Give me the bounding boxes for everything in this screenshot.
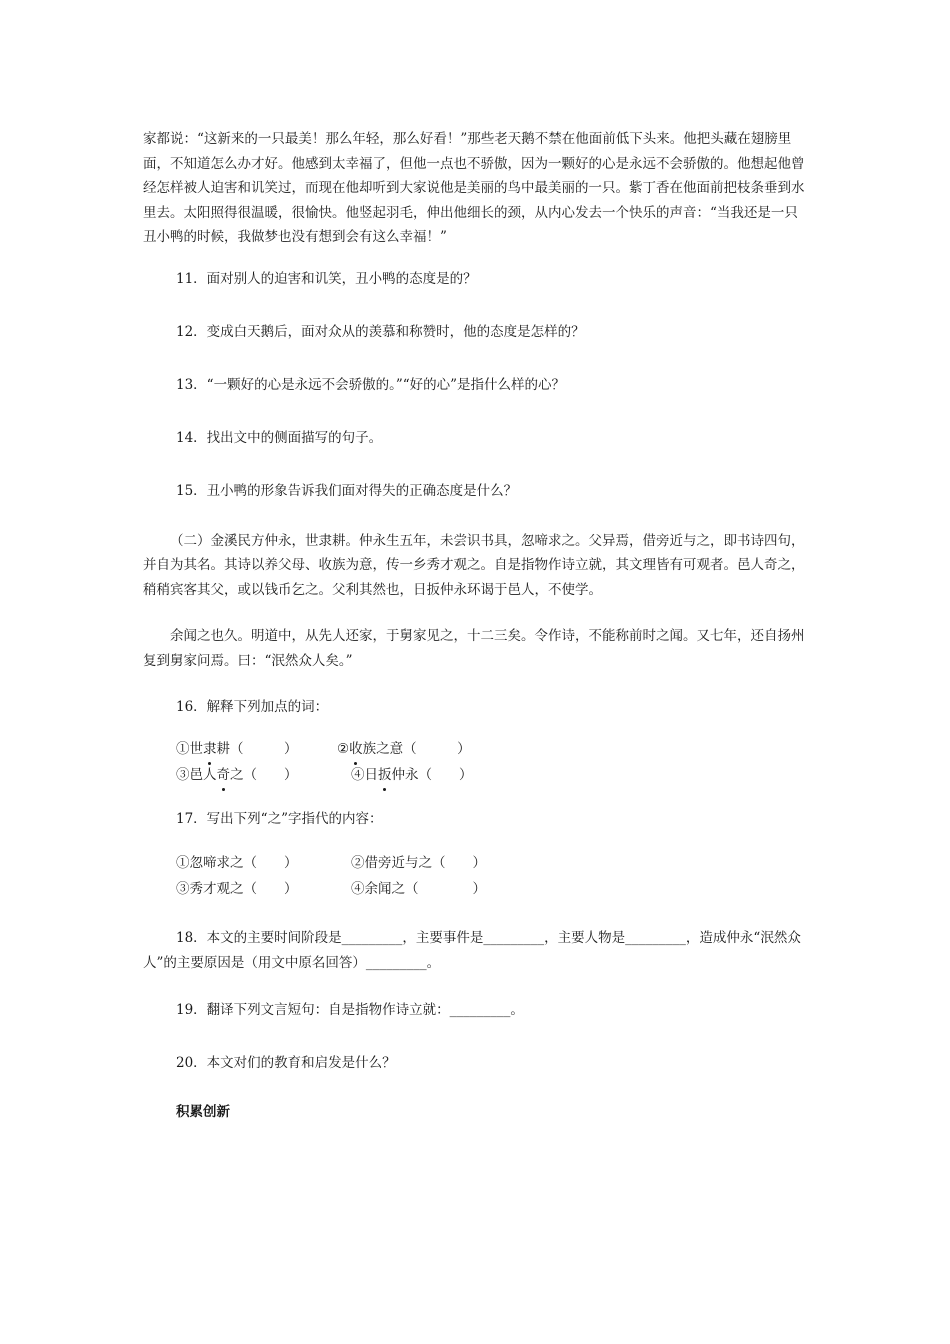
question-16-row-1 [143, 736, 808, 762]
question-17-item-1: ①忽啼求之（ ） [176, 855, 298, 871]
question-17-item-4: ④余闻之（ ） [351, 881, 486, 897]
passage-ugly-duckling: 家都说：“这新来的一只最美！那么年轻，那么好看！”那些老天鹅不禁在他面前低下头来。他把头藏在翅膀里面，不知道怎么办才好。他感到太幸福了，但他一点也不骄傲，因为一颗好的心是永远不会骄傲的。他想起他曾经怎样被人迫害和讥笑过，而现在他却听到大家说他是美丽的鸟中最美丽的一只。紫丁香在他面前把枝条垂到水里去。太阳照得很温暖，很愉快。他竖起羽毛，伸出他细长的颈，从内心发去一个快乐的声音：“当我还是一只丑小鸭的时候，我做梦也没有想到会有这么幸福！” [143, 131, 805, 245]
question-16-title: 16．解释下列加点的词： [176, 699, 329, 715]
question-17-item-2: ②借旁近与之（ ） [351, 855, 486, 871]
passage-fang-zhongyong-1: （二）金溪民方仲永，世隶耕。仲永生五年，未尝识书具，忽啼求之。父异焉，借旁近与之，即书诗四句，并自为其名。其诗以养父母、收族为意，传一乡秀才观之。自是指物作诗立就，其文理皆有可观者。邑人奇之，稍稍宾客其父，或以钱币乞之。父利其然也，日扳仲永环谒于邑人，不使学。 [143, 532, 805, 598]
question-14: 14．找出文中的侧面描写的句子。 [176, 429, 383, 446]
question-11: 11．面对别人的迫害和讥笑，丑小鸭的态度是的？ [176, 270, 477, 287]
question-17-row-1 [143, 850, 808, 876]
question-19: 19．翻译下列文言短句：自是指物作诗立就：_________。 [176, 1002, 524, 1018]
emphasis-dot-char: 隶 [203, 736, 217, 762]
emphasis-dot-char: 扳 [378, 762, 392, 788]
question-17-title: 17．写出下列“之”字指代的内容： [176, 811, 383, 827]
question-12: 12．变成白天鹅后，面对众从的羡慕和称赞时，他的态度是怎样的？ [176, 323, 585, 340]
question-16-item-4: ④日扳仲永（ ） [351, 762, 473, 788]
section-heading: 积累创新 [176, 1104, 230, 1120]
emphasis-dot-char: 奇 [217, 762, 231, 788]
question-16-row-2 [143, 762, 808, 788]
question-13: 13．“一颗好的心是永远不会骄傲的。”“好的心”是指什么样的心？ [176, 376, 566, 393]
question-16-item-2: ②收族之意（ ） [337, 736, 471, 762]
question-20: 20．本文对们的教育和启发是什么？ [176, 1055, 396, 1071]
emphasis-dot-char: 收 [349, 736, 363, 762]
question-16-item-3: ③邑人奇之（ ） [176, 762, 351, 788]
question-17-item-3: ③秀才观之（ ） [176, 881, 298, 897]
question-17-row-2 [143, 876, 808, 902]
passage-fang-zhongyong-2: 余闻之也久。明道中，从先人还家，于舅家见之，十二三矣。令作诗，不能称前时之闻。又七年，还自扬州复到舅家问焉。曰：“泯然众人矣。” [143, 628, 805, 669]
question-15: 15．丑小鸭的形象告诉我们面对得失的正确态度是什么？ [176, 482, 518, 499]
question-16-item-1: ①世隶耕（ ） [176, 736, 337, 762]
question-18: 18．本文的主要时间阶段是_________，主要事件是_________，主要人物是_________，造成仲永“泯然众人”的主要原因是（用文中原名回答）_________。 [143, 930, 801, 971]
document-page [143, 127, 808, 1123]
